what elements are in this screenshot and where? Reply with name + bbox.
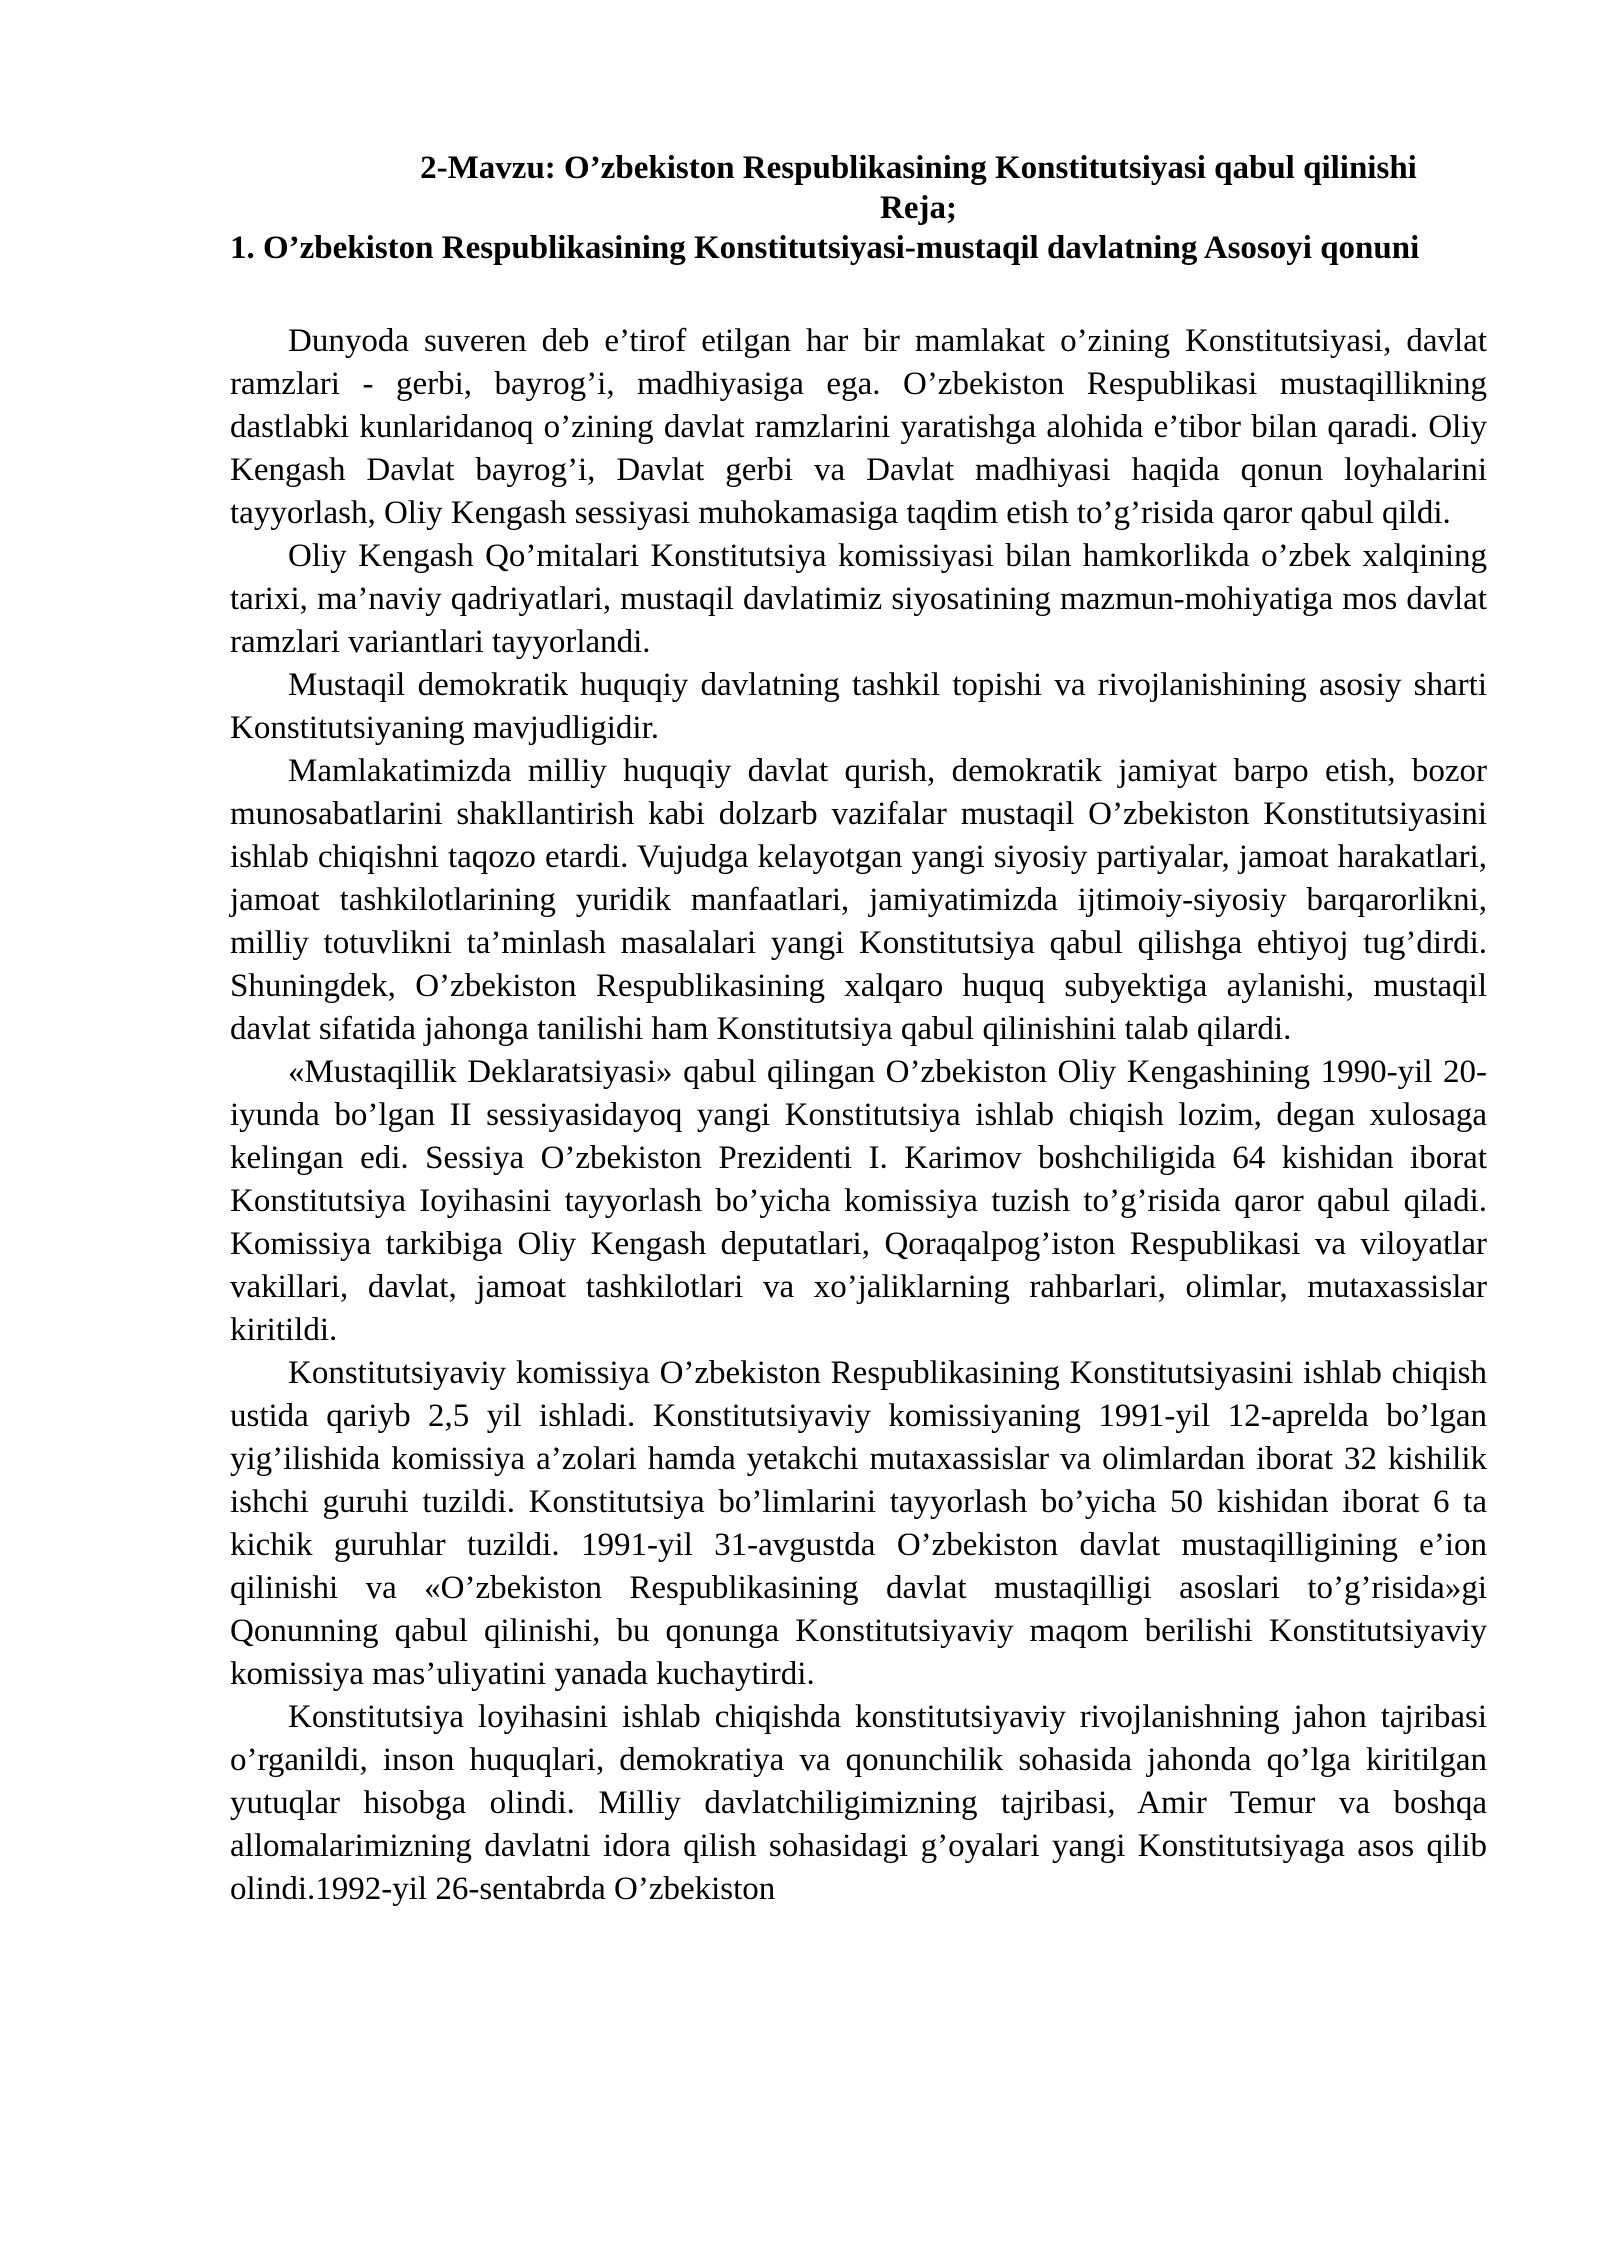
paragraph: Dunyoda suveren deb e’tirof etilgan har bir mamlakat o’zining Konstitutsiyasi, davlat ramzlari - gerbi, bayrog’i, madhiyasiga ega. O’zbekiston Respublikasi mustaqillikning dastlabki kunlaridanoq o’zining davlat ramzlarini yaratishga alohida e’tibor bilan qaradi. Oliy Kengash Davlat bayrog’i, Davlat gerbi va Davlat madhiyasi haqida qonun loyhalarini tayyorlash, Oliy Kengash sessiyasi muhokamasiga taqdim etish to’g’risida qaror qabul qildi. <box>230 323 1487 531</box>
plan-heading: Reja; <box>880 190 957 226</box>
document-body <box>230 148 1487 1911</box>
paragraph: Mamlakatimizda milliy huquqiy davlat qurish, demokratik jamiyat barpo etish, bozor munosabatlarini shakllantirish kabi dolzarb vazifalar mustaqil O’zbekiston Konstitutsiyasini ishlab chiqishni taqozo etardi. Vujudga kelayotgan yangi siyosiy partiyalar, jamoat harakatlari, jamoat tashkilotlarining yuridik manfaatlari, jamiyatimizda ijtimoiy-siyosiy barqarorlikni, milliy totuvlikni ta’minlash masalalari yangi Konstitutsiya qabul qilishga ehtiyoj tug’dirdi. Shuningdek, O’zbekiston Respublikasining xalqaro huquq subyektiga aylanishi, mustaqil davlat sifatida jahonga tanilishi ham Konstitutsiya qabul qilinishini talab qilardi. <box>230 753 1487 1047</box>
paragraph: Mustaqil demokratik huquqiy davlatning tashkil topishi va rivojlanishining asosiy sharti Konstitutsiyaning mavjudligidir. <box>230 667 1487 746</box>
paragraph: Konstitutsiyaviy komissiya O’zbekiston Respublikasining Konstitutsiyasini ishlab chiqish ustida qariyb 2,5 yil ishladi. Konstitutsiyaviy komissiyaning 1991-yil 12-aprelda bo’lgan yig’ilishida komissiya a’zolari hamda yetakchi mutaxassislar va olimlardan iborat 32 kishilik ishchi guruhi tuzildi. Konstitutsiya bo’limlarini tayyorlash bo’yicha 50 kishidan iborat 6 ta kichik guruhlar tuzildi. 1991-yil 31-avgustda O’zbekiston davlat mustaqilligining e’ion qilinishi va «O’zbekiston Respublikasining davlat mustaqilligi asoslari to’g’risida»gi Qonunning qabul qilinishi, bu qonunga Konstitutsiyaviy maqom berilishi Konstitutsiyaviy komissiya mas’uliyatini yanada kuchaytirdi. <box>230 1355 1487 1692</box>
paragraph: Oliy Kengash Qo’mitalari Konstitutsiya komissiyasi bilan hamkorlikda o’zbek xalqining tarixi, ma’naviy qadriyatlari, mustaqil davlatimiz siyosatining mazmun-mohiyatiga mos davlat ramzlari variantlari tayyorlandi. <box>230 538 1487 660</box>
section-heading: 1. O’zbekiston Respublikasining Konstitutsiyasi-mustaqil davlatning Asosoyi qonuni <box>230 230 1420 266</box>
paragraph: Konstitutsiya loyihasini ishlab chiqishda konstitutsiyaviy rivojlanishning jahon tajribasi o’rganildi, inson huquqlari, demokratiya va qonunchilik sohasida jahonda qo’lga kiritilgan yutuqlar hisobga olindi. Milliy davlatchiligimizning tajribasi, Amir Temur va boshqa allomalarimizning davlatni idora qilish sohasidagi g’oyalari yangi Konstitutsiyaga asos qilib olindi.1992-yil 26-sentabrda O’zbekiston <box>230 1699 1487 1907</box>
document-title: 2-Mavzu: O’zbekiston Respublikasining Konstitutsiyasi qabul qilinishi <box>420 150 1417 186</box>
paragraph: «Mustaqillik Deklaratsiyasi» qabul qilingan O’zbekiston Oliy Kengashining 1990-yil 20-iyunda bo’lgan II sessiyasidayoq yangi Konstitutsiya ishlab chiqish lozim, degan xulosaga kelingan edi. Sessiya O’zbekiston Prezidenti I. Karimov boshchiligida 64 kishidan iborat Konstitutsiya Ioyihasini tayyorlash bo’yicha komissiya tuzish to’g’risida qaror qabul qiladi. Komissiya tarkibiga Oliy Kengash deputatlari, Qoraqalpog’iston Respublikasi va viloyatlar vakillari, davlat, jamoat tashkilotlari va xo’jaliklarning rahbarlari, olimlar, mutaxassislar kiritildi. <box>230 1054 1487 1348</box>
